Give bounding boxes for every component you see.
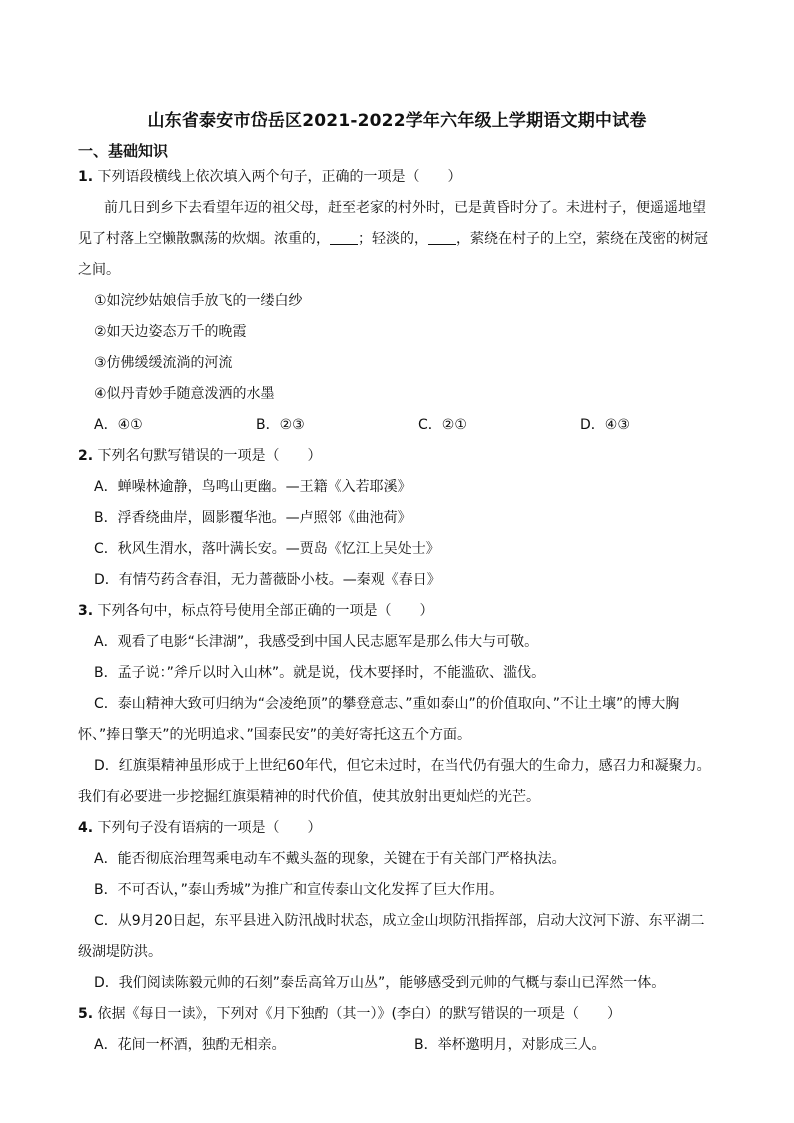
option-d: D．红旗渠精神虽形成于上世纪60年代，但它未过时，在当代仍有强大的生命力，感召力和凝聚力。 — [94, 758, 711, 774]
question-3-stem: 3. 下列各句中，标点符号使用全部正确的一项是（ ） — [78, 603, 434, 619]
question-1-item: ④似丹青妙手随意泼洒的水墨 — [94, 386, 275, 402]
question-1-stem: 1. 下列语段横线上依次填入两个句子，正确的一项是（ ） — [78, 169, 462, 185]
fill-blank — [428, 228, 456, 245]
option-d-continued: 我们有必要进一步挖掘红旗渠精神的时代价值，使其放射出更灿烂的光芒。 — [78, 789, 540, 805]
question-1-passage-line: 之间。 — [78, 262, 120, 278]
option-a: A．能否彻底治理驾乘电动车不戴头盔的现象，关键在于有关部门严格执法。 — [94, 851, 566, 867]
question-list — [78, 162, 750, 1061]
question-2-stem: 2. 下列名句默写错误的一项是（ ） — [78, 448, 322, 464]
option-d: D．我们阅读陈毅元帅的石刻”泰岳高耸万山丛”，能够感受到元帅的气概与泰山已浑然一体。 — [94, 975, 666, 991]
option-a: A．蝉噪林逾静，鸟鸣山更幽。—王籍《入若耶溪》 — [94, 479, 412, 495]
section-heading: 一、基础知识 — [78, 142, 169, 160]
question-1-options — [78, 410, 750, 441]
page-title: 山东省泰安市岱岳区2021-2022学年六年级上学期语文期中试卷 — [147, 111, 647, 131]
option-a: A．④① — [94, 417, 143, 433]
option-c-continued: 怀、”捧日擎天”的光明追求、”国泰民安”的美好寄托这五个方面。 — [78, 727, 472, 743]
question-1-item: ③仿佛缓缓流淌的河流 — [94, 355, 233, 371]
option-c-continued: 级湖堤防洪。 — [78, 944, 162, 960]
option-b: B．②③ — [256, 417, 305, 433]
question-1-passage-line: 见了村落上空懒散飘荡的炊烟。浓重的， ；轻淡的， ，萦绕在村子的上空，萦绕在茂密的树冠 — [78, 224, 750, 255]
question-1-item: ①如浣纱姑娘信手放飞的一缕白纱 — [94, 293, 303, 309]
option-b: B．举杯邀明月，对影成三人。 — [414, 1037, 606, 1053]
option-b: B．不可否认，”泰山秀城”为推广和宣传泰山文化发挥了巨大作用。 — [94, 882, 504, 898]
fill-blank — [330, 228, 358, 245]
option-d: D．有情芍药含春泪，无力蔷薇卧小枝。—秦观《春日》 — [94, 572, 441, 588]
question-1-passage-line: 前几日到乡下去看望年迈的祖父母，赶至老家的村外时，已是黄昏时分了。未进村子，便遥遥地望 — [104, 200, 706, 216]
question-1-item: ②如天边姿态万千的晚霞 — [94, 324, 247, 340]
option-c: C．从9月20日起，东平县进入防汛战时状态，成立金山坝防汛指挥部，启动大汶河下游、东平湖二 — [94, 913, 705, 929]
option-c: C．②① — [418, 417, 467, 433]
question-4-stem: 4. 下列句子没有语病的一项是（ ） — [78, 820, 322, 836]
option-b: B．浮香绕曲岸，圆影覆华池。—卢照邻《曲池荷》 — [94, 510, 412, 526]
option-c: C．泰山精神大致可归纳为“会凌绝顶”的攀登意志、”重如泰山”的价值取向、”不让土壤”的博大胸 — [94, 696, 680, 712]
option-b: B．孟子说：”斧斤以时入山林”。就是说，伐木要择时，不能滥砍、滥伐。 — [94, 665, 546, 681]
question-5-options — [78, 1030, 750, 1061]
question-5-stem: 5. 依据《每日一读》，下列对《月下独酌（其一）》(李白）的默写错误的一项是（ ） — [78, 1006, 621, 1022]
option-c: C．秋风生渭水，落叶满长安。—贾岛《忆江上吴处士》 — [94, 541, 440, 557]
option-a: A．观看了电影“长津湖”，我感受到中国人民志愿军是那么伟大与可敬。 — [94, 634, 539, 650]
option-a: A．花间一杯酒，独酌无相亲。 — [94, 1037, 286, 1053]
option-d: D．④③ — [580, 417, 630, 433]
